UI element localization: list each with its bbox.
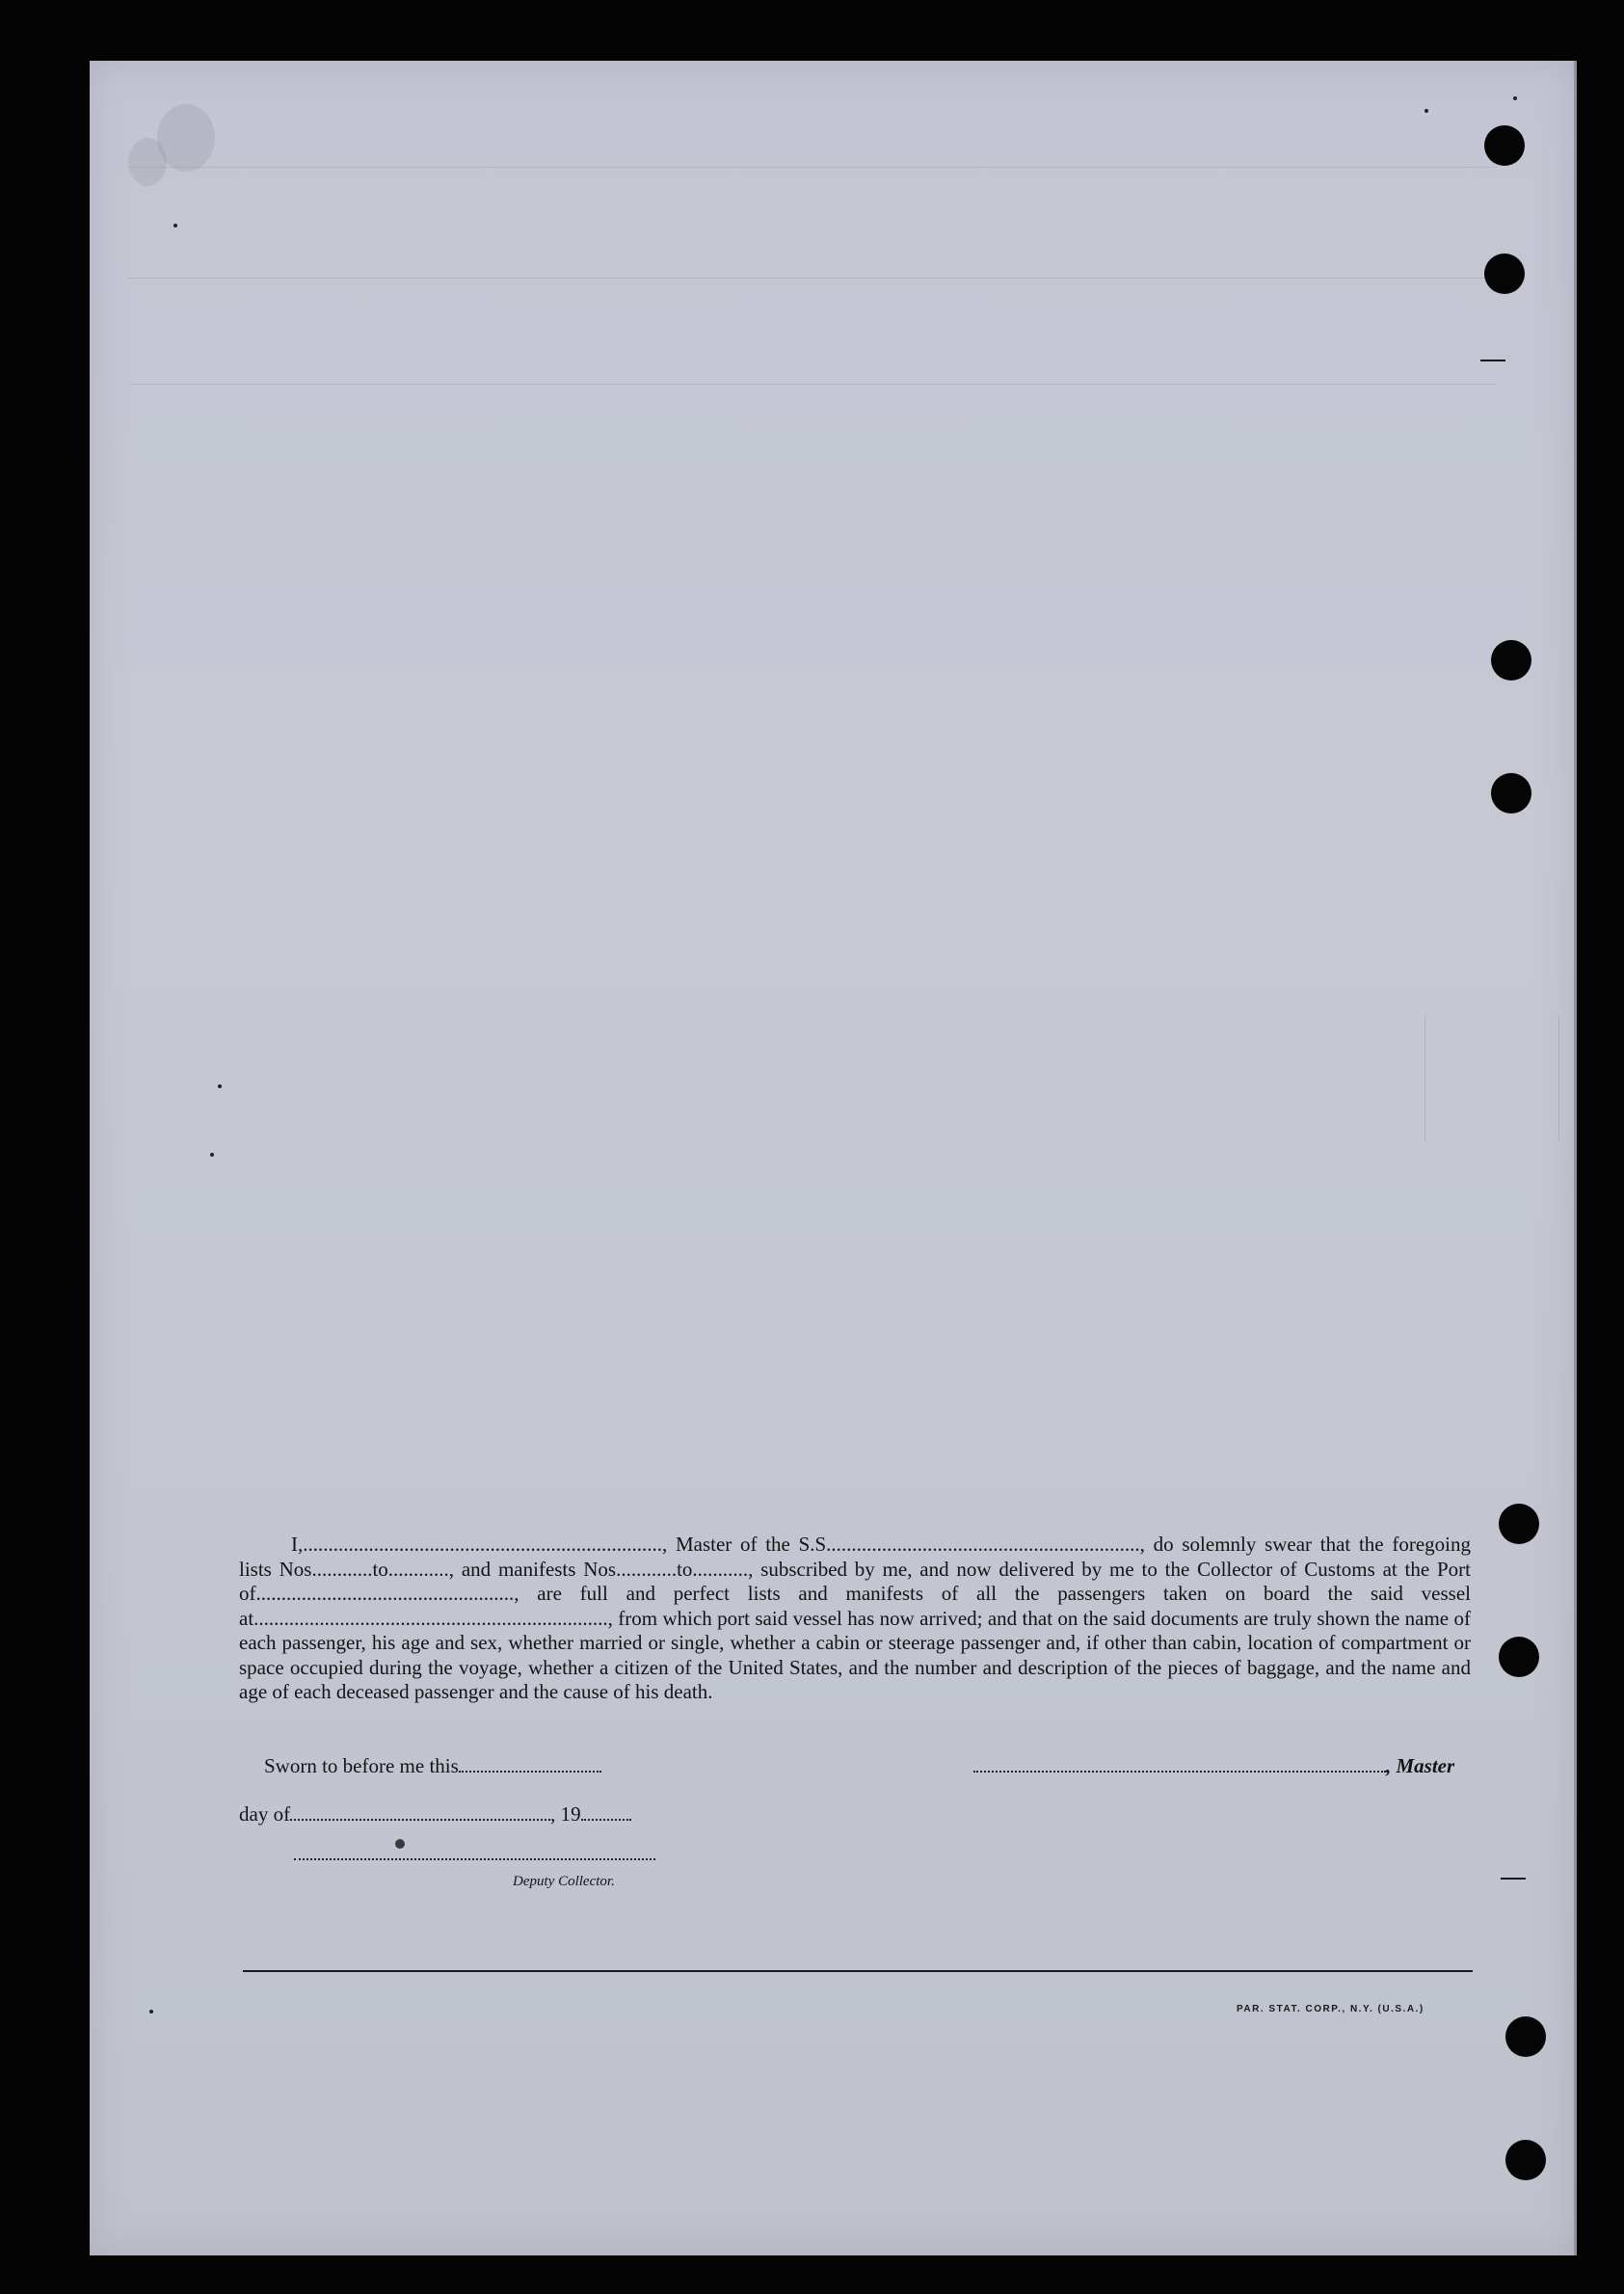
sworn-date-blank (459, 1757, 601, 1773)
sworn-line (264, 1754, 601, 1778)
deputy-collector-label: Deputy Collector. (513, 1874, 615, 1889)
binding-hole (1484, 125, 1525, 166)
binding-hole (1499, 1637, 1539, 1677)
bleed-through-stamp (128, 138, 167, 186)
edge-mark (1501, 1878, 1526, 1880)
speck (210, 1153, 214, 1157)
bleed-through-rule (128, 167, 1497, 168)
oath-paragraph: I,......................................................................., Master of the S.S.............................................................., do solemnly swear that the foregoing lists Nos............to............, and manifests Nos............to..........., subscribed by me, and now delivered by me to the Collector of Customs at the Port of..................................................., are full and perfect lists and manifests of all the passengers taken on board the said vessel at......................................................................, from which port said vessel has now arrived; and that on the said documents are truly shown the name of each passenger, his age and sex, whether married or single, whether a cabin or steerage passenger and, if other than cabin, location of compartment or space occupied during the voyage, whether a citizen of the United States, and the number and description of the pieces of baggage, and the name and age of each deceased passenger and the cause of his death. (239, 1533, 1471, 1703)
day-label: day of (239, 1802, 291, 1826)
sworn-label: Sworn to before me this (264, 1754, 459, 1777)
binding-hole (1505, 2140, 1546, 2180)
speck (149, 2010, 153, 2014)
printer-imprint: PAR. STAT. CORP., N.Y. (U.S.A.) (1237, 2004, 1424, 2014)
edge-mark (1480, 360, 1505, 361)
binding-hole (1499, 1504, 1539, 1544)
binding-hole (1491, 640, 1531, 680)
day-line (239, 1802, 631, 1827)
master-label: , Master (1386, 1754, 1455, 1777)
deputy-signature-blank (294, 1858, 655, 1860)
bleed-through-rule (128, 278, 1497, 279)
bleed-through-rule (128, 384, 1497, 385)
year-blank (581, 1805, 631, 1821)
binding-hole (1505, 2016, 1546, 2057)
speck (1424, 109, 1428, 113)
master-signature-blank (973, 1757, 1386, 1773)
speck (173, 224, 177, 227)
binding-hole (1484, 253, 1525, 294)
master-signature-line (973, 1754, 1454, 1778)
ink-blot (395, 1839, 405, 1849)
month-blank (290, 1805, 550, 1821)
footer-rule (243, 1970, 1473, 1972)
speck (1513, 96, 1517, 100)
manifest-sheet (90, 61, 1577, 2255)
margin-strip (1424, 1014, 1559, 1141)
year-label: , 19 (550, 1802, 581, 1826)
speck (218, 1084, 222, 1088)
binding-hole (1491, 773, 1531, 814)
